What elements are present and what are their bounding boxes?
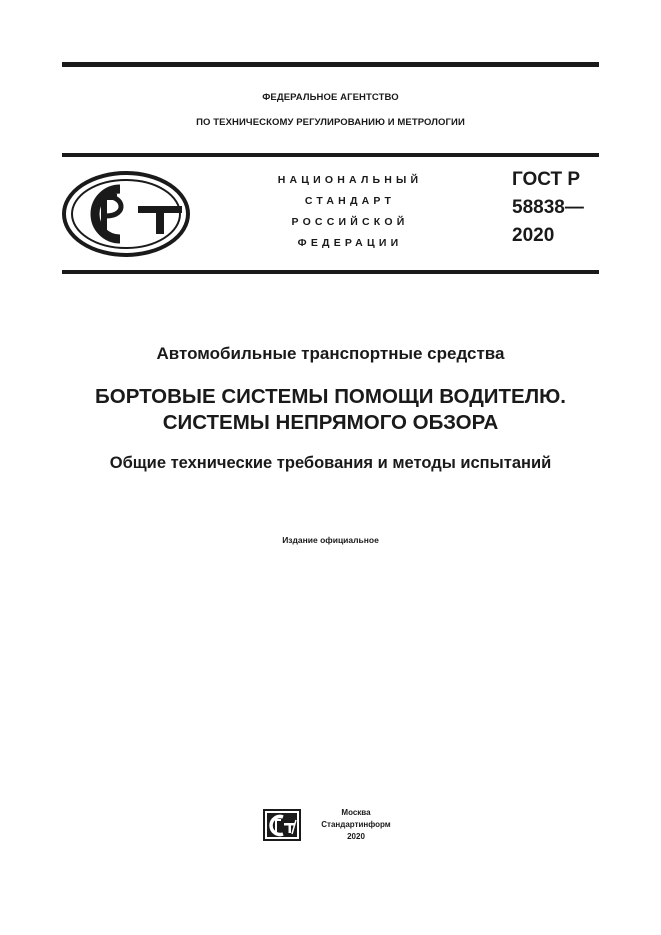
- standard-code-line: ГОСТ Р: [512, 169, 581, 190]
- agency-name-line1: ФЕДЕРАЛЬНОЕ АГЕНТСТВО: [262, 92, 399, 103]
- document-subtitle: Общие технические требования и методы испытаний: [109, 454, 552, 472]
- document-subject: Автомобильные транспортные средства: [156, 344, 505, 363]
- agency-name-line2: ПО ТЕХНИЧЕСКОМУ РЕГУЛИРОВАНИЮ И МЕТРОЛОГИИ: [196, 117, 465, 128]
- document-title-line: БОРТОВЫЕ СИСТЕМЫ ПОМОЩИ ВОДИТЕЛЮ.: [95, 385, 566, 408]
- publisher-name: Стандартинформ: [321, 820, 391, 829]
- rst-certification-mark-icon: [62, 170, 190, 258]
- standard-code-line: 58838—: [512, 197, 584, 218]
- national-line: ФЕДЕРАЦИИ: [297, 237, 403, 249]
- standard-code: [512, 166, 584, 250]
- publisher-info: [310, 807, 402, 843]
- publisher-city: Москва: [341, 808, 371, 817]
- standard-code-line: 2020: [512, 225, 555, 246]
- document-title-line: СИСТЕМЫ НЕПРЯМОГО ОБЗОРА: [162, 411, 499, 434]
- top-rule: [62, 62, 599, 67]
- publisher-year: 2020: [347, 832, 365, 841]
- middle-rule: [62, 153, 599, 157]
- document-title: [0, 384, 661, 436]
- national-line: НАЦИОНАЛЬНЫЙ: [277, 174, 423, 186]
- national-line: СТАНДАРТ: [304, 195, 396, 207]
- standartinform-logo-icon: [263, 809, 301, 841]
- national-standard-label: [240, 170, 460, 254]
- national-line: РОССИЙСКОЙ: [291, 216, 409, 228]
- bottom-rule: [62, 270, 599, 274]
- edition-label: Издание официальное: [282, 535, 379, 545]
